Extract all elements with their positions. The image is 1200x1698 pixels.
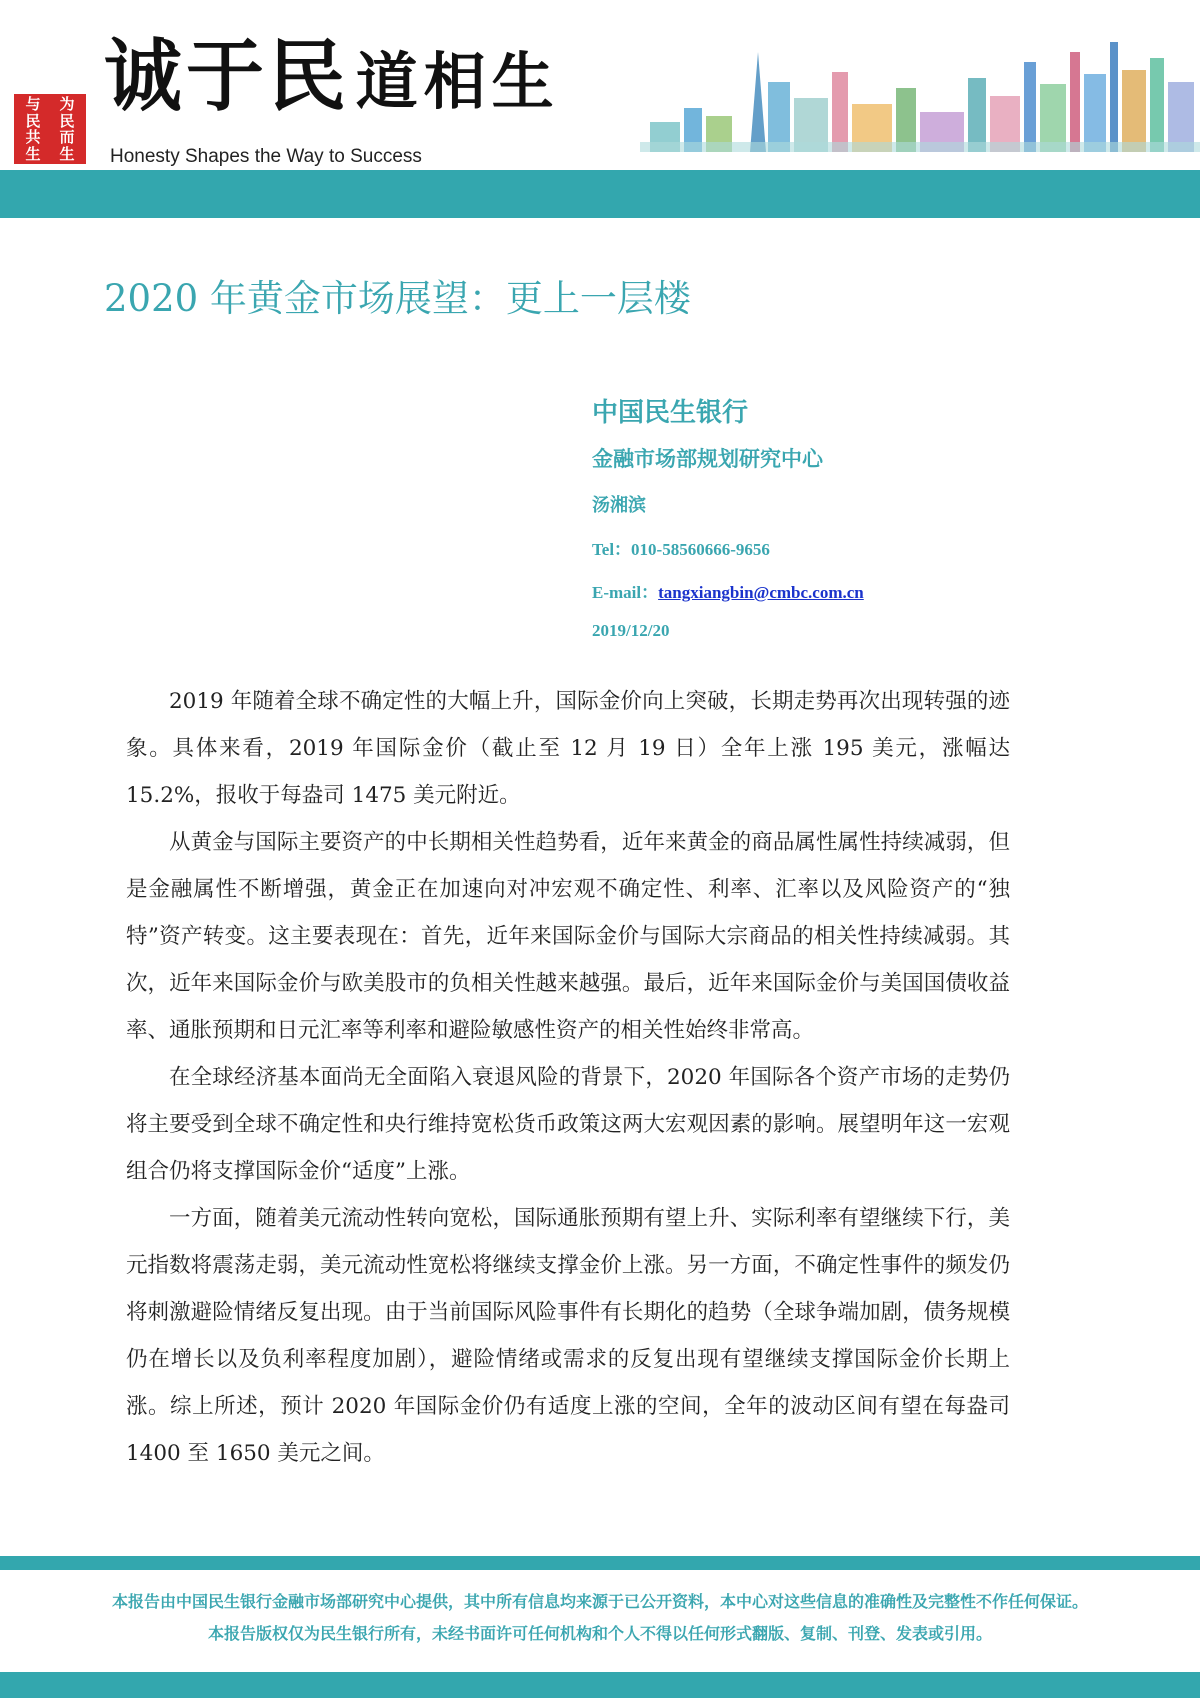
page-header xyxy=(0,0,1200,170)
email-link[interactable]: tangxiangbin@cmbc.com.cn xyxy=(658,583,864,602)
seal-char: 共 xyxy=(25,128,41,147)
page-title: 2020 年黄金市场展望：更上一层楼 xyxy=(104,277,691,320)
header-accent-band xyxy=(0,170,1200,218)
calligraphy-slogan xyxy=(104,14,560,134)
disclaimer-line-2: 本报告版权仅为民生银行所有，未经书面许可任何机构和个人不得以任何形式翻版、复制、刊登、发表或引用。 xyxy=(207,1624,992,1643)
footer-accent-band xyxy=(0,1556,1200,1570)
seal-char: 为 xyxy=(59,95,75,114)
body-paragraph: 从黄金与国际主要资产的中长期相关性趋势看，近年来黄金的商品属性属性持续减弱，但是金融属性不断增强，黄金正在加速向对冲宏观不确定性、利率、汇率以及风险资产的“独特”资产转变。这主要表现在：首先，近年来国际金价与国际大宗商品的相关性持续减弱。其次，近年来国际金价与欧美股市的负相关性越来越强。最后，近年来国际金价与美国国债收益率、通胀预期和日元汇率等利率和避险敏感性资产的相关性始终非常高。 xyxy=(126,830,1010,1043)
author-bank: 中国民生银行 xyxy=(592,398,749,428)
city-skyline-illustration xyxy=(640,12,1200,172)
tel-value: 010-58560666-9656 xyxy=(631,540,770,559)
footer-disclaimer xyxy=(0,1586,1200,1650)
seal-char: 与 xyxy=(25,95,41,114)
slogan-english: Honesty Shapes the Way to Success xyxy=(110,146,422,167)
slogan-part1: 诚于民 xyxy=(104,31,351,122)
tel-label: Tel： xyxy=(592,540,632,559)
footer-bottom-band xyxy=(0,1672,1200,1698)
author-tel xyxy=(592,535,864,560)
body-paragraph: 2019 年随着全球不确定性的大幅上升，国际金价向上突破，长期走势再次出现转强的迹象。具体来看，2019 年国际金价（截止至 12 月 19 日）全年上涨 195 美元，涨幅达 15.2%，报收于每盎司 1475 美元附近。 xyxy=(126,689,1010,808)
report-body xyxy=(126,678,1010,1477)
body-paragraph: 一方面，随着美元流动性转向宽松，国际通胀预期有望上升、实际利率有望继续下行，美元指数将震荡走弱，美元流动性宽松将继续支撑金价上涨。另一方面，不确定性事件的频发仍将刺激避险情绪反复出现。由于当前国际风险事件有长期化的趋势（全球争端加剧，债务规模仍在增长以及负利率程度加剧），避险情绪或需求的反复出现有望继续支撑国际金价长期上涨。综上所述，预计 2020 年国际金价仍有适度上涨的空间，全年的波动区间有望在每盎司 1400 至 1650 美元之间。 xyxy=(126,1206,1010,1466)
report-date: 2019/12/20 xyxy=(592,621,670,640)
body-paragraph: 在全球经济基本面尚无全面陷入衰退风险的背景下，2020 年国际各个资产市场的走势仍将主要受到全球不确定性和央行维持宽松货币政策这两大宏观因素的影响。展望明年这一宏观组合仍将支撑国际金价“适度”上涨。 xyxy=(126,1065,1010,1184)
author-name: 汤湘滨 xyxy=(592,495,646,516)
slogan-part2: 道相生 xyxy=(355,45,560,118)
email-label: E-mail： xyxy=(592,583,659,602)
disclaimer-line-1: 本报告由中国民生银行金融市场部研究中心提供，其中所有信息均来源于已公开资料，本中心对这些信息的准确性及完整性不作任何保证。 xyxy=(111,1592,1088,1611)
seal-char: 民 xyxy=(59,111,75,130)
author-department: 金融市场部规划研究中心 xyxy=(592,447,823,471)
seal-char: 生 xyxy=(59,144,75,163)
author-email xyxy=(592,578,864,603)
seal-char: 民 xyxy=(25,111,41,130)
author-block xyxy=(592,392,864,641)
seal-char: 生 xyxy=(25,144,41,163)
brand-seal-logo xyxy=(14,94,86,164)
seal-char: 而 xyxy=(59,128,75,147)
